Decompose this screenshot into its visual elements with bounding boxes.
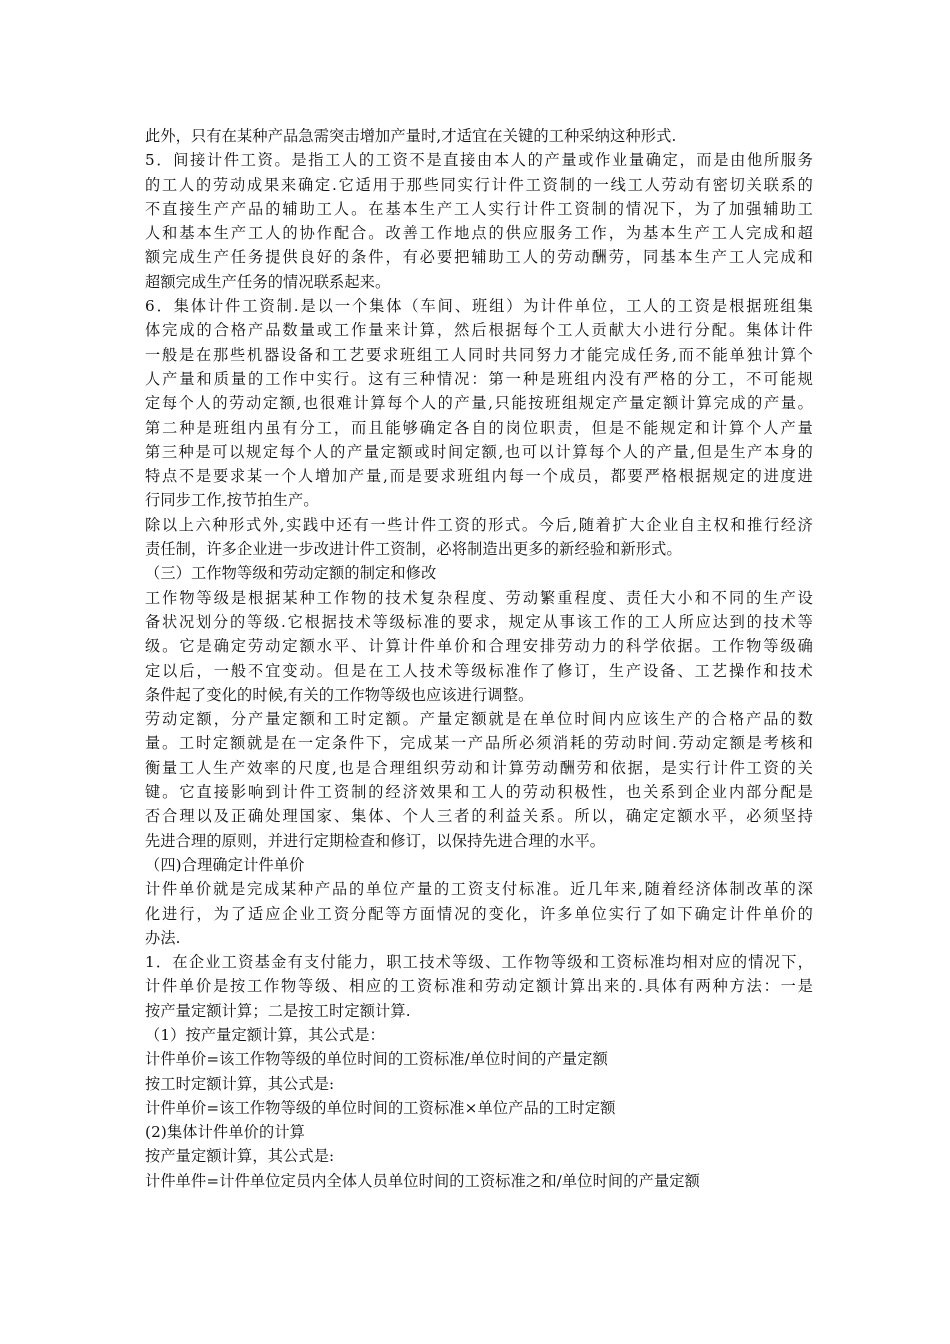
text-line: （四)合理确定计件单价 bbox=[145, 855, 305, 874]
text-line: 按工时定额计算，其公式是: bbox=[145, 1074, 335, 1093]
text-line: 5．间接计件工资。是指工人的工资不是直接由本人的产量或作业量确定，而是由他所服务 bbox=[145, 151, 813, 170]
text-line: 行同步工作,按节拍生产。 bbox=[145, 491, 319, 510]
text-line: 键。它直接影响到计件工资制的经济效果和工人的劳动积极性，也关系到企业内部分配是 bbox=[145, 783, 813, 802]
text-line: 一般是在那些机器设备和工艺要求班组工人同时共同努力才能完成任务,而不能单独计算个 bbox=[145, 345, 813, 364]
text-line: 否合理以及正确处理国家、集体、个人三者的利益关系。所以，确定定额水平，必须坚持 bbox=[145, 807, 813, 826]
text-line: 第三种是可以规定每个人的产量定额或时间定额,也可以计算每个人的产量,但是生产本身的 bbox=[145, 442, 813, 461]
text-line: 除以上六种形式外,实践中还有一些计件工资的形式。今后,随着扩大企业自主权和推行经济 bbox=[145, 515, 813, 534]
text-line: 办法. bbox=[145, 928, 181, 947]
text-line: 不直接生产产品的辅助工人。在基本生产工人实行计件工资制的情况下，为了加强辅助工 bbox=[145, 199, 813, 218]
text-line: 额完成生产任务提供良好的条件，有必要把辅助工人的劳动酬劳，同基本生产工人完成和 bbox=[145, 248, 813, 267]
text-line: 按产量定额计算；二是按工时定额计算. bbox=[145, 1001, 411, 1020]
text-line: 计件单价就是完成某种产品的单位产量的工资支付标准。近几年来,随着经济体制改革的深 bbox=[145, 880, 813, 899]
text-line: 工作物等级是根据某种工作物的技术复杂程度、劳动繁重程度、责任大小和不同的生产设 bbox=[145, 588, 813, 607]
text-line: 超额完成生产任务的情况联系起来。 bbox=[145, 272, 391, 291]
text-line: 计件单价是按工作物等级、相应的工资标准和劳动定额计算出来的.具体有两种方法：一是 bbox=[145, 977, 813, 996]
text-line: 劳动定额，分产量定额和工时定额。产量定额就是在单位时间内应该生产的合格产品的数 bbox=[145, 710, 813, 729]
text-line: 化进行，为了适应企业工资分配等方面情况的变化，许多单位实行了如下确定计件单价的 bbox=[145, 904, 813, 923]
text-line: 条件起了变化的时候,有关的工作物等级也应该进行调整。 bbox=[145, 685, 534, 704]
text-line: 人和基本生产工人的协作配合。改善工作地点的供应服务工作，为基本生产工人完成和超 bbox=[145, 224, 813, 243]
text-line: 责任制，许多企业进一步改进计件工资制，必将制造出更多的新经验和新形式。 bbox=[145, 540, 682, 559]
text-line: (2)集体计件单价的计算 bbox=[145, 1123, 306, 1142]
text-line: 衡量工人生产效率的尺度,也是合理组织劳动和计算劳动酬劳和依据，是实行计件工资的关 bbox=[145, 758, 813, 777]
text-line: 1．在企业工资基金有支付能力，职工技术等级、工作物等级和工资标准均相对应的情况下， bbox=[145, 953, 813, 972]
text-line: 定每个人的劳动定额,也很难计算每个人的产量,只能按班组规定产量定额计算完成的产量。 bbox=[145, 394, 813, 413]
text-line: 定以后，一般不宜变动。但是在工人技术等级标准作了修订，生产设备、工艺操作和技术 bbox=[145, 661, 813, 680]
text-line: 的工人的劳动成果来确定.它适用于那些同实行计件工资制的一线工人劳动有密切关联系的 bbox=[145, 175, 813, 194]
text-line: 量。工时定额就是在一定条件下，完成某一产品所必须消耗的劳动时间.劳动定额是考核和 bbox=[145, 734, 813, 753]
text-line: 计件单件=计件单位定员内全体人员单位时间的工资标准之和/单位时间的产量定额 bbox=[145, 1171, 700, 1190]
text-line: 此外，只有在某种产品急需突击增加产量时,才适宜在关键的工种采纳这种形式. bbox=[145, 127, 677, 145]
text-line: （1）按产量定额计算，其公式是： bbox=[145, 1025, 385, 1044]
text-line: 6．集体计件工资制.是以一个集体（车间、班组）为计件单位，工人的工资是根据班组集 bbox=[145, 297, 813, 316]
text-line: 体完成的合格产品数量或工作量来计算，然后根据每个工人贡献大小进行分配。集体计件 bbox=[145, 321, 813, 340]
text-line: 人产量和质量的工作中实行。这有三种情况：第一种是班组内没有严格的分工，不可能规 bbox=[145, 369, 813, 388]
text-line: 特点不是要求某一个人增加产量,而是要求班组内每一个成员，都要严格根据规定的进度进 bbox=[145, 467, 813, 486]
document-body bbox=[145, 124, 813, 1193]
text-line: 备状况划分的等级.它根据技术等级标准的要求，规定从事该工作的工人所应达到的技术等 bbox=[145, 612, 813, 631]
text-line: 级。它是确定劳动定额水平、计算计件单价和合理安排劳动力的科学依据。工作物等级确 bbox=[145, 637, 813, 656]
text-line: 计件单价=该工作物等级的单位时间的工资标准×单位产品的工时定额 bbox=[145, 1098, 616, 1117]
text-line: （三）工作物等级和劳动定额的制定和修改 bbox=[145, 564, 437, 583]
text-line: 计件单价=该工作物等级的单位时间的工资标准/单位时间的产量定额 bbox=[145, 1050, 608, 1069]
text-line: 第二种是班组内虽有分工，而且能够确定各自的岗位职责，但是不能规定和计算个人产量 bbox=[145, 418, 813, 437]
text-line: 先进合理的原则，并进行定期检查和修订，以保持先进合理的水平。 bbox=[145, 831, 606, 850]
text-line: 按产量定额计算，其公式是: bbox=[145, 1147, 335, 1166]
